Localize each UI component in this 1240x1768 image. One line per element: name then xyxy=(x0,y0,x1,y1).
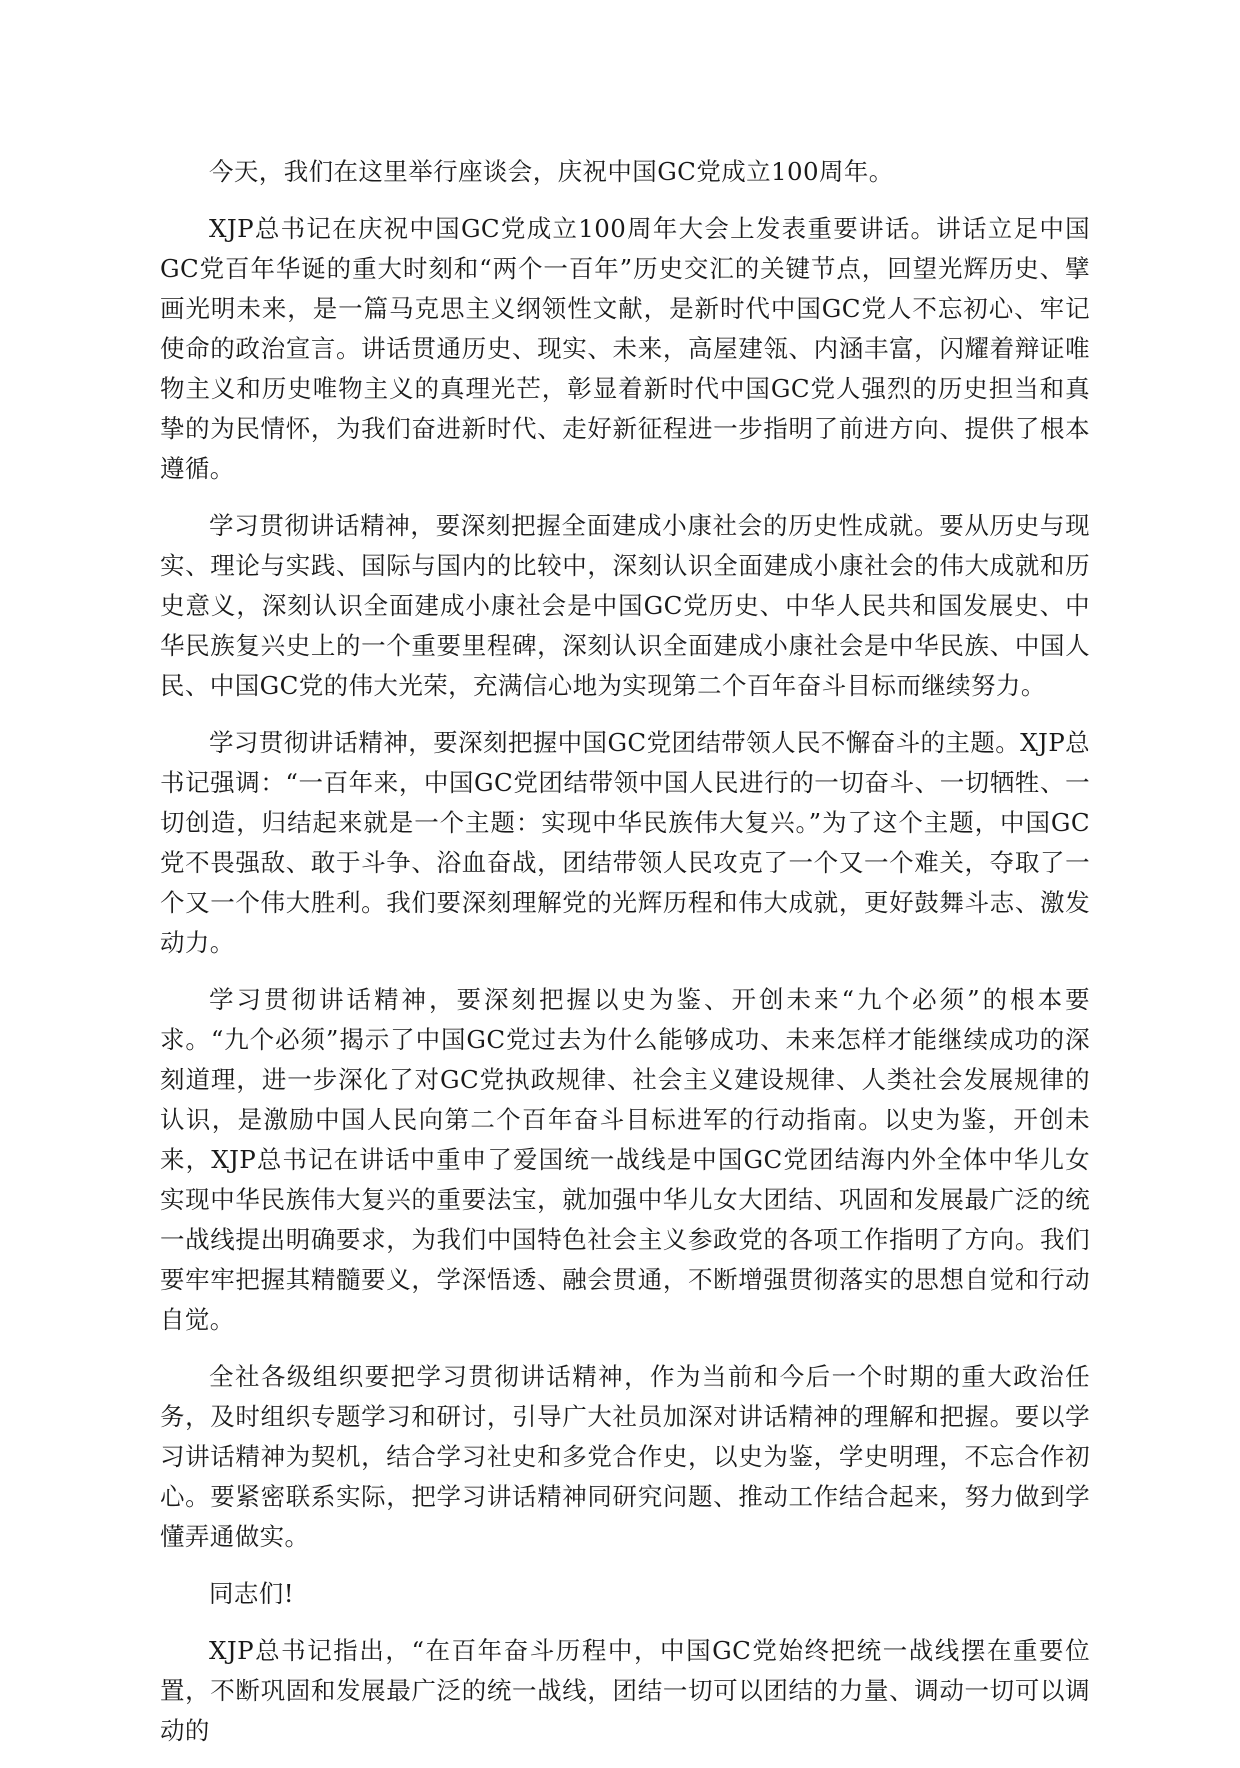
paragraph-3: 学习贯彻讲话精神，要深刻把握全面建成小康社会的历史性成就。要从历史与现实、理论与实践、国际与国内的比较中，深刻认识全面建成小康社会的伟大成就和历史意义，深刻认识全面建成小康社会是中国GC党历史、中华人民共和国发展史、中华民族复兴史上的一个重要里程碑，深刻认识全面建成小康社会是中华民族、中国人民、中国GC党的伟大光荣，充满信心地为实现第二个百年奋斗目标而继续努力。 xyxy=(160,511,1090,700)
paragraph-7: 同志们! xyxy=(209,1579,294,1608)
paragraph-2: XJP总书记在庆祝中国GC党成立100周年大会上发表重要讲话。讲话立足中国GC党百年华诞的重大时刻和“两个一百年”历史交汇的关键节点，回望光辉历史、擘画光明未来，是一篇马克思主义纲领性文献，是新时代中国GC党人不忘初心、牢记使命的政治宣言。讲话贯通历史、现实、未来，高屋建瓴、内涵丰富，闪耀着辩证唯物主义和历史唯物主义的真理光芒，彰显着新时代中国GC党人强烈的历史担当和真挚的为民情怀，为我们奋进新时代、走好新征程进一步指明了前进方向、提供了根本遵循。 xyxy=(160,214,1090,483)
paragraph-8: XJP总书记指出，“在百年奋斗历程中，中国GC党始终把统一战线摆在重要位置，不断巩固和发展最广泛的统一战线，团结一切可以团结的力量、调动一切可以调动的 xyxy=(160,1636,1090,1745)
paragraph-5: 学习贯彻讲话精神，要深刻把握以史为鉴、开创未来“九个必须”的根本要求。“九个必须”揭示了中国GC党过去为什么能够成功、未来怎样才能继续成功的深刻道理，进一步深化了对GC党执政规律、社会主义建设规律、人类社会发展规律的认识，是激励中国人民向第二个百年奋斗目标进军的行动指南。以史为鉴，开创未来，XJP总书记在讲话中重申了爱国统一战线是中国GC党团结海内外全体中华儿女实现中华民族伟大复兴的重要法宝，就加强中华儿女大团结、巩固和发展最广泛的统一战线提出明确要求，为我们中国特色社会主义参政党的各项工作指明了方向。我们要牢牢把握其精髓要义，学深悟透、融会贯通，不断增强贯彻落实的思想自觉和行动自觉。 xyxy=(160,985,1090,1334)
paragraph-1: 今天，我们在这里举行座谈会，庆祝中国GC党成立100周年。 xyxy=(209,157,894,186)
paragraph-4: 学习贯彻讲话精神，要深刻把握中国GC党团结带领人民不懈奋斗的主题。XJP总书记强调：“一百年来，中国GC党团结带领中国人民进行的一切奋斗、一切牺牲、一切创造，归结起来就是一个主题：实现中华民族伟大复兴。”为了这个主题，中国GC党不畏强敌、敢于斗争、浴血奋战，团结带领人民攻克了一个又一个难关，夺取了一个又一个伟大胜利。我们要深刻理解党的光辉历程和伟大成就，更好鼓舞斗志、激发动力。 xyxy=(160,728,1090,957)
document-body xyxy=(160,152,1090,1768)
paragraph-6: 全社各级组织要把学习贯彻讲话精神，作为当前和今后一个时期的重大政治任务，及时组织专题学习和研讨，引导广大社员加深对讲话精神的理解和把握。要以学习讲话精神为契机，结合学习社史和多党合作史，以史为鉴，学史明理，不忘合作初心。要紧密联系实际，把学习讲话精神同研究问题、推动工作结合起来，努力做到学懂弄通做实。 xyxy=(160,1362,1090,1551)
